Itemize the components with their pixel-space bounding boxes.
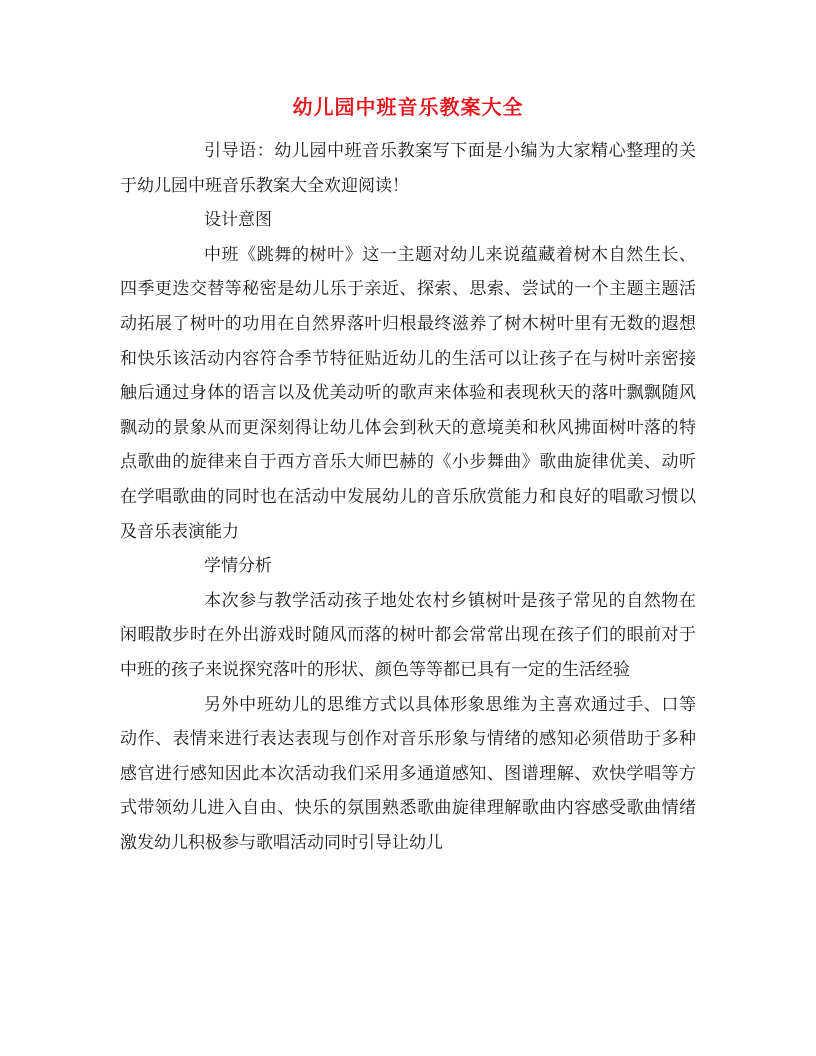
paragraph-design-intent: 中班《跳舞的树叶》这一主题对幼儿来说蕴藏着树木自然生长、四季更迭交替等秘密是幼儿乐于亲近、探索、思索、尝试的一个主题主题活动拓展了树叶的功用在自然界落叶归根最终滋养了树木树叶里有无数的遐想和快乐该活动内容符合季节特征贴近幼儿的生活可以让孩子在与树叶亲密接触后通过身体的语言以及优美动听的歌声来体验和表现秋天的落叶飘飘随风飘动的景象从而更深刻得让幼儿体会到秋天的意境美和秋风拂面树叶落的特点歌曲的旋律来自于西方音乐大师巴赫的《小步舞曲》歌曲旋律优美、动听在学唱歌曲的同时也在活动中发展幼儿的音乐欣赏能力和良好的唱歌习惯以及音乐表演能力 bbox=[120, 244, 696, 542]
paragraph-learner-analysis-1: 本次参与教学活动孩子地处农村乡镇树叶是孩子常见的自然物在闲暇散步时在外出游戏时随风而落的树叶都会常常出现在孩子们的眼前对于中班的孩子来说探究落叶的形状、颜色等等都已具有一定的生活经验 bbox=[120, 590, 696, 680]
section-heading-design-intent: 设计意图 bbox=[204, 210, 272, 231]
paragraph-learner-analysis-2: 另外中班幼儿的思维方式以具体形象思维为主喜欢通过手、口等动作、表情来进行表达表现与创作对音乐形象与情绪的感知必须借助于多种感官进行感知因此本次活动我们采用多通道感知、图谱理解、欢快学唱等方式带领幼儿进入自由、快乐的氛围熟悉歌曲旋律理解歌曲内容感受歌曲情绪激发幼儿积极参与歌唱活动同时引导让幼儿 bbox=[120, 694, 696, 853]
document-body bbox=[120, 134, 696, 860]
section-heading-learner-analysis: 学情分析 bbox=[204, 556, 272, 577]
paragraph-intro: 引导语：幼儿园中班音乐教案写下面是小编为大家精心整理的关于幼儿园中班音乐教案大全欢迎阅读！ bbox=[120, 141, 696, 196]
document-title: 幼儿园中班音乐教案大全 bbox=[292, 95, 524, 119]
